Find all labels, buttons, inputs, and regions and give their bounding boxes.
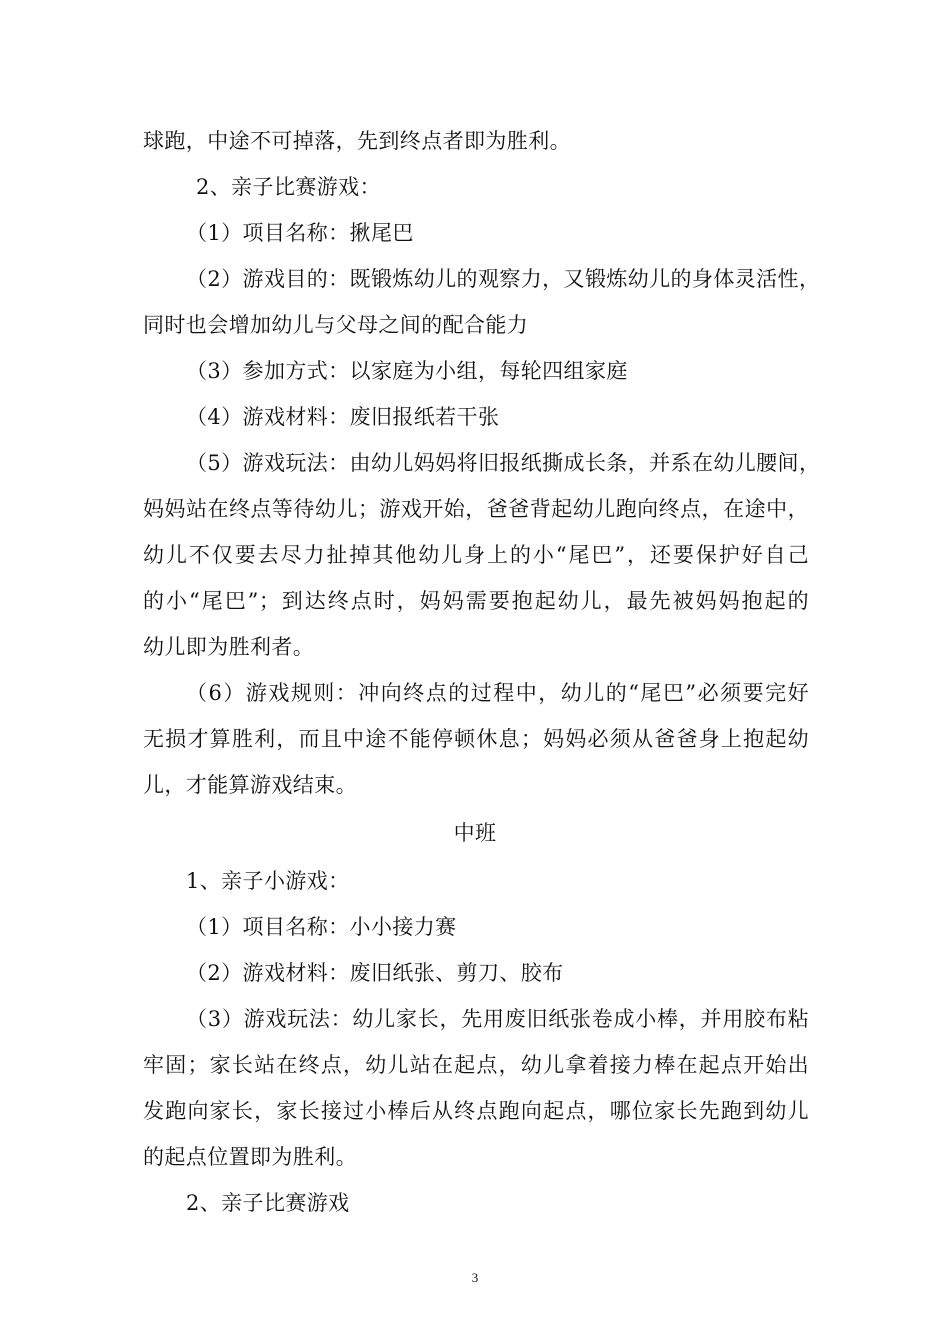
paragraph-line: （6）游戏规则：冲向终点的过程中，幼儿的“尾巴”必须要完好 <box>186 681 809 705</box>
paragraph-line: （3）参加方式：以家庭为小组，每轮四组家庭 <box>186 359 628 383</box>
paragraph-line: 发跑向家长，家长接过小棒后从终点跑向起点，哪位家长先跑到幼儿 <box>143 1099 809 1123</box>
paragraph-line: 儿，才能算游戏结束。 <box>143 773 357 797</box>
paragraph-line: 的小“尾巴”；到达终点时，妈妈需要抱起幼儿，最先被妈妈抱起的 <box>143 589 809 613</box>
paragraph-line: （2）游戏目的：既锻炼幼儿的观察力，又锻炼幼儿的身体灵活性， <box>186 267 821 291</box>
paragraph-line: （2）游戏材料：废旧纸张、剪刀、胶布 <box>186 961 564 985</box>
paragraph-line: 幼儿不仅要去尽力扯掉其他幼儿身上的小“尾巴”，还要保护好自己 <box>143 543 809 567</box>
paragraph-line: （1）项目名称：小小接力赛 <box>186 915 457 939</box>
section-heading: 2、亲子比赛游戏 <box>186 1191 350 1215</box>
section-heading: 2、亲子比赛游戏： <box>196 175 381 199</box>
paragraph-line: 幼儿即为胜利者。 <box>143 635 315 659</box>
page-number: 3 <box>471 1270 479 1285</box>
paragraph-line: 牢固；家长站在终点，幼儿站在起点，幼儿拿着接力棒在起点开始出 <box>143 1053 809 1077</box>
paragraph-line: 同时也会增加幼儿与父母之间的配合能力 <box>143 313 529 337</box>
paragraph-line: （5）游戏玩法：由幼儿妈妈将旧报纸撕成长条，并系在幼儿腰间， <box>186 451 821 475</box>
paragraph-line: 无损才算胜利，而且中途不能停顿休息；妈妈必须从爸爸身上抱起幼 <box>143 727 809 751</box>
paragraph-line: （3）游戏玩法：幼儿家长，先用废旧纸张卷成小棒，并用胶布粘 <box>186 1007 809 1031</box>
section-heading: 1、亲子小游戏： <box>186 869 350 893</box>
section-title: 中班 <box>453 821 497 845</box>
paragraph-line: 妈妈站在终点等待幼儿；游戏开始，爸爸背起幼儿跑向终点，在途中， <box>143 497 809 521</box>
paragraph-line: （4）游戏材料：废旧报纸若干张 <box>186 405 500 429</box>
paragraph-line: 球跑，中途不可掉落，先到终点者即为胜利。 <box>143 129 571 153</box>
paragraph-line: 的起点位置即为胜利。 <box>143 1145 357 1169</box>
paragraph-line: （1）项目名称：揪尾巴 <box>186 221 414 245</box>
